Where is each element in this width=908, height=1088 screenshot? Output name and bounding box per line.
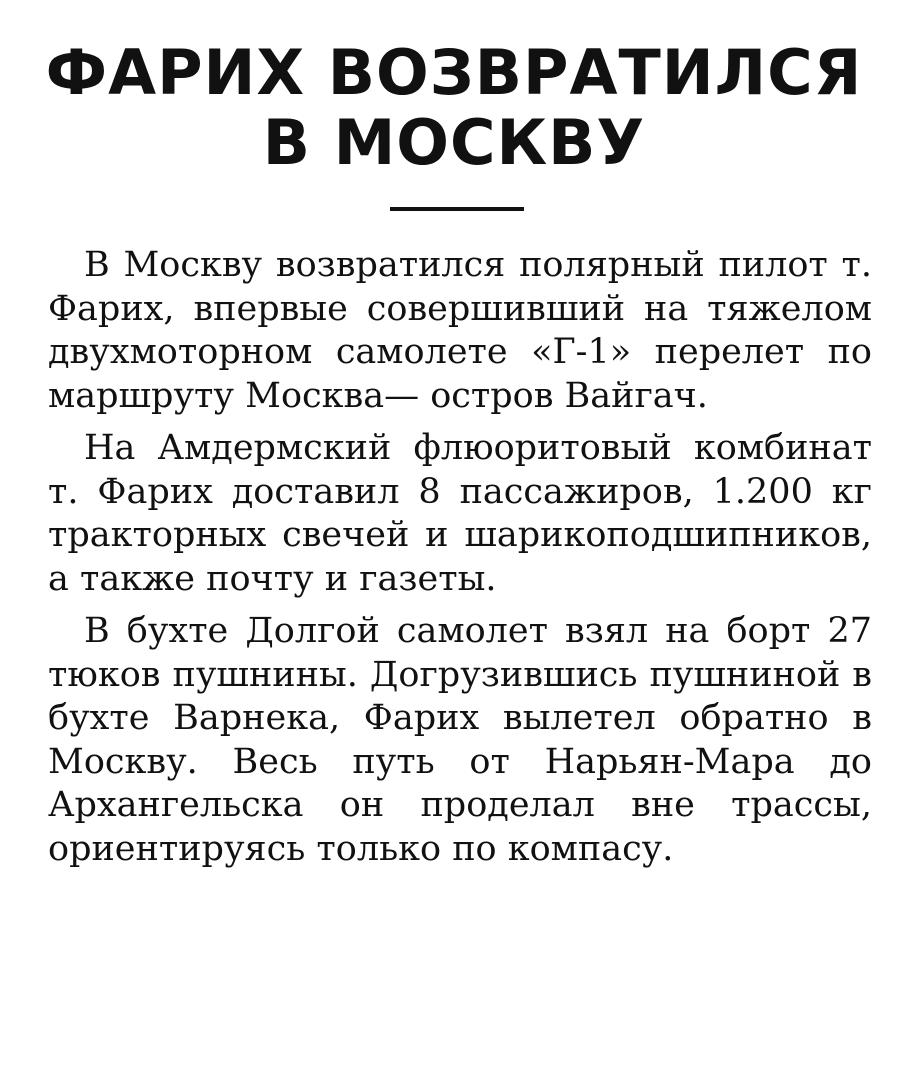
headline-line-1: ФАРИХ ВОЗВРАТИЛСЯ bbox=[45, 36, 863, 109]
paragraph-2: На Амдермский флюоритовый комбинат т. Фарих доставил 8 пассажиров, 1.200 кг тракторных свечей и шарикоподшипников, а также почту и газеты. bbox=[48, 428, 872, 599]
headline-line-2: В МОСКВУ bbox=[262, 106, 646, 179]
article-body bbox=[48, 244, 872, 880]
paragraph-1: В Москву возвратился полярный пилот т. Фарих, впервые совершивший на тяжелом двухмоторном самолете «Г-1» перелет по маршруту Москва— остров Вайгач. bbox=[48, 245, 872, 416]
paragraph-3: В бухте Долгой самолет взял на борт 27 тюков пушнины. Догрузившись пушниной в бухте Варнека, Фарих вылетел обратно в Москву. Весь путь от Нарьян-Мара до Архангельска он проделал вне трассы, ориентируясь только по компасу. bbox=[48, 611, 872, 869]
article-headline bbox=[30, 38, 878, 178]
headline-divider bbox=[390, 207, 524, 211]
